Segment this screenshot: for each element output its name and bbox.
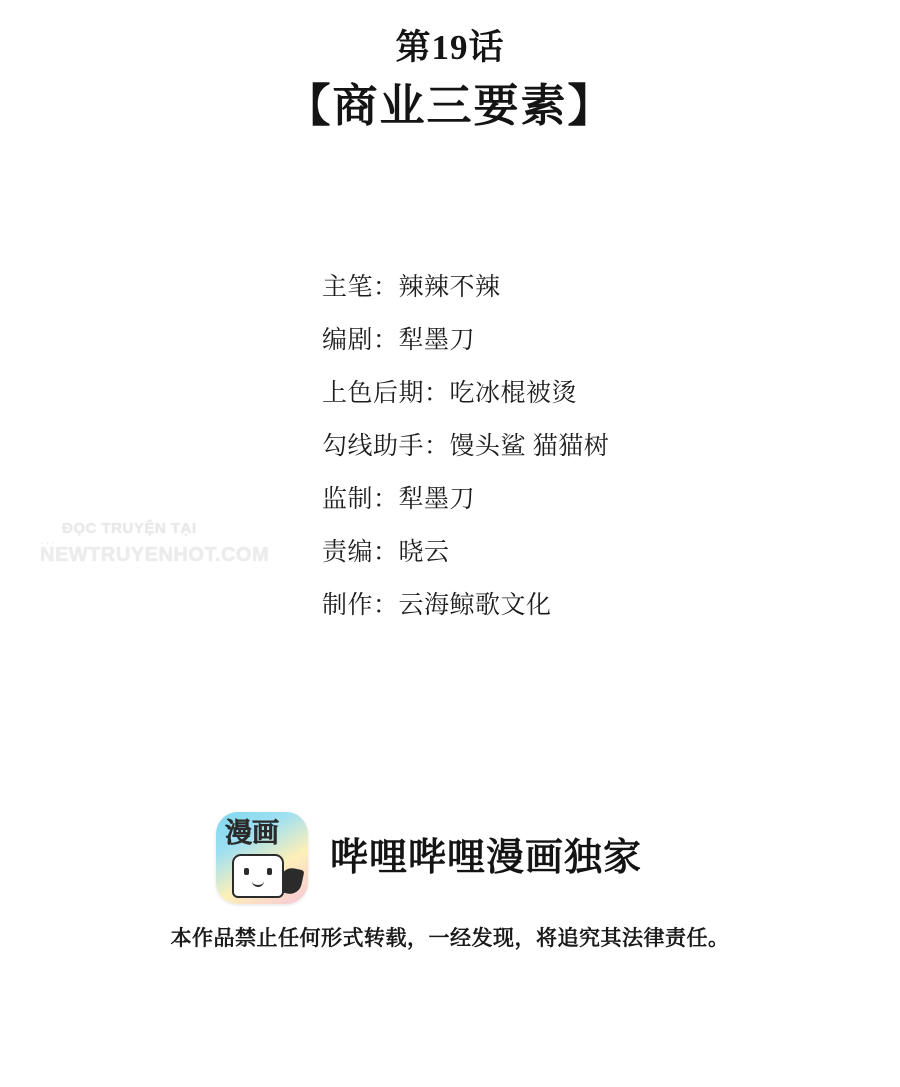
credit-role: 勾线助手 — [322, 433, 425, 460]
site-watermark — [40, 518, 270, 569]
credit-row — [322, 593, 782, 618]
chapter-title: 【商业三要素】 — [285, 80, 615, 131]
credit-value: 晓云 — [398, 539, 450, 566]
credit-row — [322, 434, 782, 459]
bilibili-manga-app-icon — [216, 812, 308, 904]
app-icon-word: 漫画 — [225, 818, 279, 848]
watermark-line-1: ĐỌC TRUYỆN TẠI — [62, 520, 197, 537]
credit-role: 编剧 — [322, 327, 374, 354]
chapter-heading — [0, 26, 900, 137]
credit-row — [322, 540, 782, 565]
credit-value: 馒头鲨 猫猫树 — [449, 433, 610, 460]
credit-row — [322, 328, 782, 353]
credit-separator: ： — [373, 486, 399, 513]
chapter-number: 第19话 — [395, 28, 505, 67]
watermark-dots: ... — [40, 532, 57, 547]
app-icon-mascot-mouth — [252, 880, 264, 887]
credit-role: 制作 — [322, 592, 374, 619]
credit-separator: ： — [373, 539, 399, 566]
app-icon-mascot-face — [232, 854, 284, 898]
credit-role: 责编 — [322, 539, 374, 566]
credit-role: 上色后期 — [322, 380, 425, 407]
credit-role: 主笔 — [322, 274, 374, 301]
brand-exclusive-label: 哔哩哔哩漫画独家 — [330, 837, 643, 879]
credit-row — [322, 275, 782, 300]
credit-row — [322, 381, 782, 406]
credit-separator: ： — [373, 274, 399, 301]
credits-list — [322, 275, 782, 646]
credit-row — [322, 487, 782, 512]
credit-separator: ： — [373, 327, 399, 354]
credit-separator: ： — [424, 433, 450, 460]
watermark-line-2: NEWTRUYENHOT.COM — [40, 543, 270, 566]
credit-value: 云海鲸歌文化 — [398, 592, 552, 619]
credit-separator: ： — [424, 380, 450, 407]
legal-notice: 本作品禁止任何形式转载，一经发现，将追究其法律责任。 — [170, 926, 730, 950]
brand-row — [216, 812, 642, 904]
credit-value: 辣辣不辣 — [398, 274, 501, 301]
credit-separator: ： — [373, 592, 399, 619]
credit-role: 监制 — [322, 486, 374, 513]
credit-value: 吃冰棍被烫 — [449, 380, 578, 407]
credit-value: 犁墨刀 — [398, 327, 476, 354]
credit-value: 犁墨刀 — [398, 486, 476, 513]
